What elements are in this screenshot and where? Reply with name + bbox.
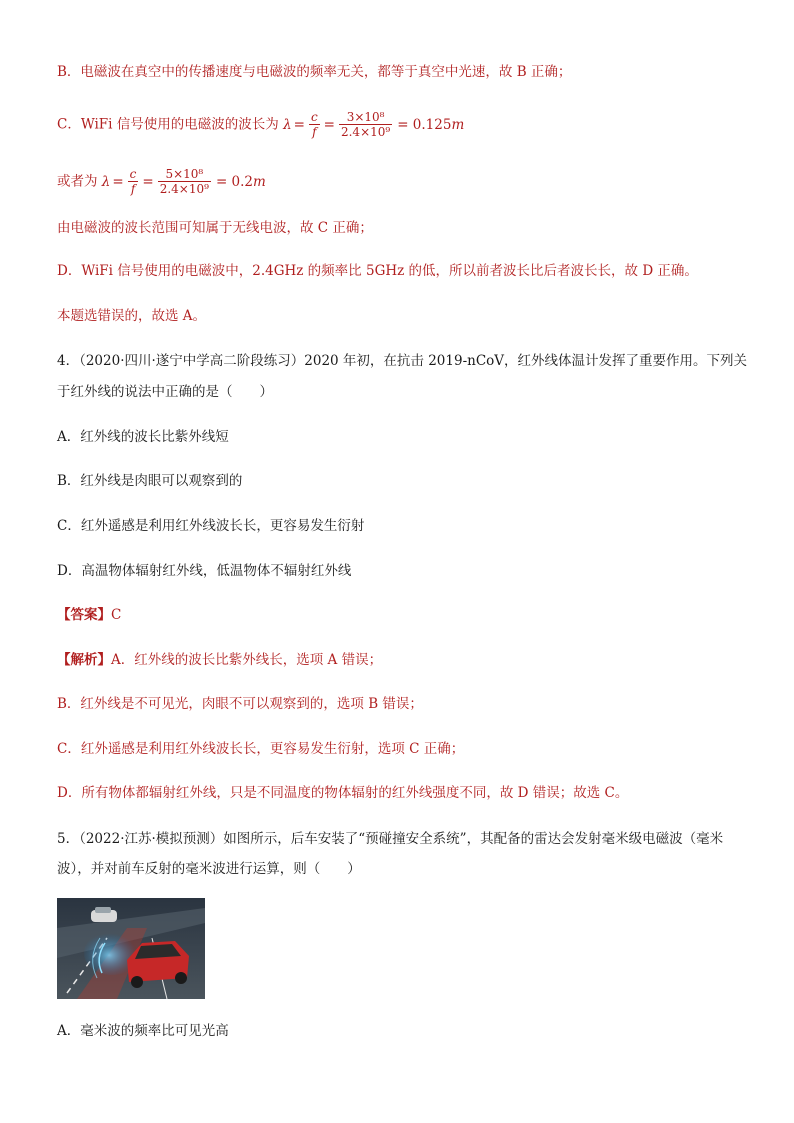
question-5-stem-line1: 5．（2022·江苏·模拟预测）如图所示，后车安装了“预碰撞安全系统”，其配备的雷达会发射毫米级电磁波（毫米 (57, 831, 724, 847)
numerator-c: c (129, 167, 137, 181)
question-4-analysis-d: D．所有物体都辐射红外线，只是不同温度的物体辐射的红外线强度不同，故 D 错误；故选 C。 (57, 785, 629, 801)
question-4-analysis-a (57, 650, 382, 670)
answer-value: C (111, 607, 122, 623)
car-scene-graphic (57, 898, 205, 999)
answer-label: 【答案】 (57, 607, 111, 623)
question-4-option-d: D．高温物体辐射红外线，低温物体不辐射红外线 (57, 563, 352, 579)
formula-unit: m (451, 116, 465, 133)
question-5-option-a: A．毫米波的频率比可见光高 (57, 1023, 229, 1039)
alternative-prefix: 或者为 (57, 173, 98, 190)
fraction-c-over-f (128, 167, 139, 196)
equals-sign: = (142, 173, 154, 190)
analysis-line-alternative (57, 167, 266, 196)
question-5-stem-line2: 波），并对前车反射的毫米波进行运算，则（ ） (57, 861, 361, 877)
numerator-value: 3×10⁸ (339, 110, 392, 125)
equals-sign: = (323, 116, 335, 133)
wavelength-formula-1 (283, 110, 464, 139)
lambda-symbol: λ (101, 173, 111, 190)
formula-unit: m (253, 173, 266, 190)
fraction-values (158, 167, 211, 196)
wavelength-formula-2 (102, 167, 266, 196)
fraction-values (339, 110, 392, 139)
analysis-line-c (57, 110, 464, 139)
denominator-f: f (130, 182, 136, 196)
question-4-analysis-c: C．红外遥感是利用红外线波长长，更容易发生衍射，选项 C 正确； (57, 741, 465, 757)
fraction-c-over-f (309, 110, 320, 139)
question-4-analysis-b: B．红外线是不可见光，肉眼不可以观察到的，选项 B 错误； (57, 696, 423, 712)
analysis-label: 【解析】 (57, 652, 111, 668)
analysis-line-b: B．电磁波在真空中的传播速度与电磁波的频率无关，都等于真空中光速，故 B 正确； (57, 64, 572, 80)
radar-car-illustration (57, 898, 205, 999)
analysis-line-d: D．WiFi 信号使用的电磁波中，2.4GHz 的频率比 5GHz 的低，所以前者波长比后者波长长，故 D 正确。 (57, 263, 698, 279)
numerator-c: c (310, 110, 318, 124)
question-4-answer (57, 605, 121, 625)
question-4-option-c: C．红外遥感是利用红外线波长长，更容易发生衍射 (57, 518, 365, 534)
formula-result: = 0.125 (397, 116, 452, 133)
analysis-line-range: 由电磁波的波长范围可知属于无线电波，故 C 正确； (57, 220, 373, 236)
numerator-value: 5×10⁸ (158, 167, 211, 182)
denominator-value: 2.4×10⁹ (159, 182, 209, 196)
denominator-f: f (312, 125, 317, 139)
equals-sign: = (293, 116, 305, 133)
denominator-value: 2.4×10⁹ (340, 125, 391, 139)
equals-sign: = (112, 173, 124, 190)
question-4-stem-line2: 于红外线的说法中正确的是（ ） (57, 384, 273, 400)
question-4-option-a: A．红外线的波长比紫外线短 (57, 429, 229, 445)
analysis-first-line: A．红外线的波长比紫外线长，选项 A 错误； (111, 652, 383, 668)
analysis-line-c-prefix: C．WiFi 信号使用的电磁波的波长为 (57, 116, 279, 133)
lambda-symbol: λ (283, 116, 292, 133)
question-4-stem-line1: 4．（2020·四川·遂宁中学高二阶段练习）2020 年初，在抗击 2019-nCoV，红外线体温计发挥了重要作用。下列关 (57, 353, 748, 369)
formula-result: = 0.2 (215, 173, 254, 190)
question-4-option-b: B．红外线是肉眼可以观察到的 (57, 473, 243, 489)
analysis-conclusion: 本题选错误的，故选 A。 (57, 308, 207, 324)
